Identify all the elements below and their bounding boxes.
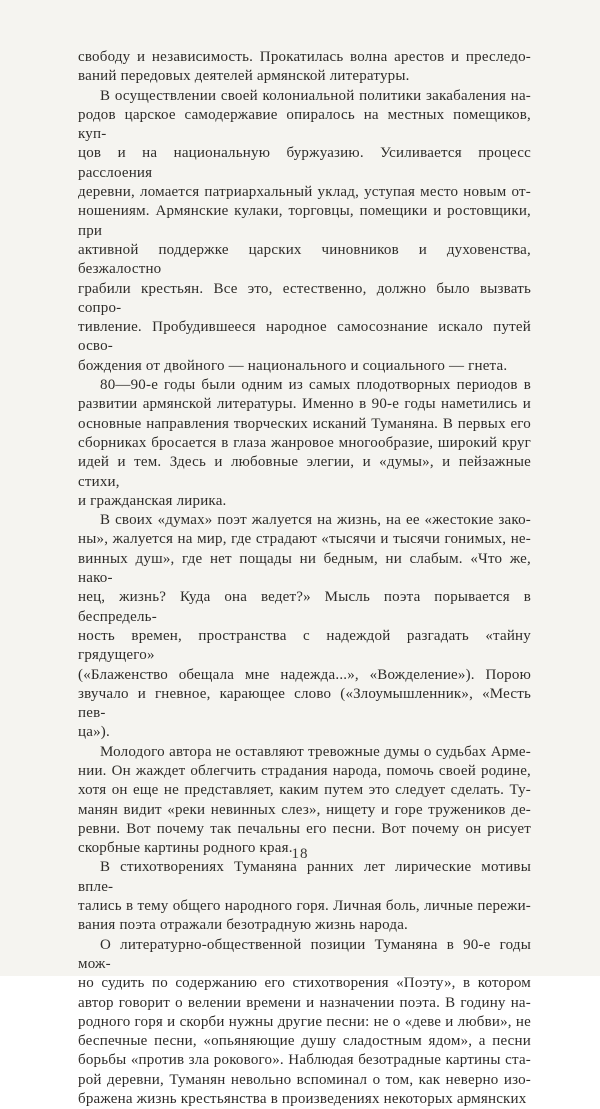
text-line: тивление. Пробудившееся народное самосознание искало путей осво- xyxy=(78,319,531,355)
text-line: О литературно-общественной позиции Туманяна в 90-е годы мож- xyxy=(78,936,531,972)
page-number: 18 xyxy=(291,846,309,862)
paragraph xyxy=(78,743,531,859)
text-line: сборниках бросается в глаза жанровое многообразие, широкий круг xyxy=(78,434,531,451)
text-line: и гражданская лирика. xyxy=(78,492,227,509)
text-line: нии. Он жаждет облегчить страдания народа, помочь своей родине, xyxy=(78,762,531,779)
text-line: В стихотворениях Туманяна ранних лет лирические мотивы впле- xyxy=(78,859,531,895)
paragraph xyxy=(78,511,531,743)
text-line: автор говорит о велении времени и назначении поэта. В годину на- xyxy=(78,994,531,1011)
text-line: рой деревни, Туманян невольно вспоминал о том, как неверно изо- xyxy=(78,1071,531,1088)
text-line: беспечные песни, «опьяняющие душу сладостным ядом», а песни xyxy=(78,1033,531,1050)
paragraph xyxy=(78,48,531,87)
text-line: деревни, ломается патриархальный уклад, уступая место новым от- xyxy=(78,184,531,201)
text-line: нец, жизнь? Куда она ведет?» Мысль поэта порывается в беспредель- xyxy=(78,589,531,625)
text-line: развитии армянской литературы. Именно в 90-е годы наметились и xyxy=(78,396,531,413)
text-line: винных душ», где нет пощады ни бедным, ни слабым. «Что же, нако- xyxy=(78,550,531,587)
text-line: грабили крестьян. Все это, естественно, должно было вызвать сопро- xyxy=(78,280,531,316)
text-line: В своих «думах» поэт жалуется на жизнь, на ее «жестокие зако- xyxy=(100,512,531,529)
text-line: скорбные картины родного края. xyxy=(78,840,293,857)
text-line: («Блаженство обещала мне надежда...», «Вожделение»). Порою xyxy=(78,666,531,683)
text-line: ваний передовых деятелей армянской литературы. xyxy=(78,68,410,85)
text-line: ца»). xyxy=(78,724,110,741)
text-line: звучало и гневное, карающее слово («Злоумышленник», «Месть пев- xyxy=(78,685,531,722)
page-text-block xyxy=(78,48,531,1109)
text-line: основные направления творческих исканий Туманяна. В первых его xyxy=(78,415,531,432)
text-line: борьбы «против зла рокового». Наблюдая безотрадные картины ста- xyxy=(78,1052,531,1069)
text-line: ревни. Вот почему так печальны его песни. Вот почему он рисует xyxy=(78,820,531,837)
text-line: бражена жизнь крестьянства в произведениях некоторых армянских xyxy=(78,1091,527,1108)
text-line: цов и на национальную буржуазию. Усиливается процесс расслоения xyxy=(78,145,531,181)
text-line: ношениям. Армянские кулаки, торговцы, помещики и ростовщики, при xyxy=(78,203,531,239)
text-line: вания поэта отражали безотрадную жизнь народа. xyxy=(78,917,409,934)
text-line: родов царское самодержавие опиралось на местных помещиков, куп- xyxy=(78,106,531,143)
text-line: 80—90-е годы были одним из самых плодотворных периодов в xyxy=(100,377,531,394)
text-line: хотя он еще не представляет, каким путем это следует сделать. Ту- xyxy=(78,782,531,799)
paragraph xyxy=(78,858,531,935)
text-line: ны», жалуется на мир, где страдают «тысячи и тысячи гонимых, не- xyxy=(78,531,531,548)
text-line: Молодого автора не оставляют тревожные думы о судьбах Арме- xyxy=(100,743,531,760)
text-line: бождения от двойного — национального и социального — гнета. xyxy=(78,357,508,374)
paragraph xyxy=(78,87,531,376)
paragraph xyxy=(78,376,531,511)
paragraph xyxy=(78,936,531,1109)
text-line: родного горя и скорби нужны другие песни: не о «деве и любви», не xyxy=(78,1013,531,1030)
text-line: ность времен, пространства с надеждой разгадать «тайну грядущего» xyxy=(78,627,531,664)
text-line: тались в тему общего народного горя. Личная боль, личные пережи- xyxy=(78,898,531,915)
text-line: активной поддержке царских чиновников и духовенства, безжалостно xyxy=(78,241,531,278)
text-line: свободу и независимость. Прокатилась волна арестов и преследо- xyxy=(78,49,531,65)
text-line: идей и тем. Здесь и любовные элегии, и «думы», и пейзажные стихи, xyxy=(78,454,531,490)
text-line: но судить по содержанию его стихотворения «Поэту», в котором xyxy=(78,975,531,992)
text-line: В осуществлении своей колониальной политики закабаления на- xyxy=(100,87,531,104)
text-line: манян видит «реки невинных слез», нищету и горе тружеников де- xyxy=(78,801,531,818)
